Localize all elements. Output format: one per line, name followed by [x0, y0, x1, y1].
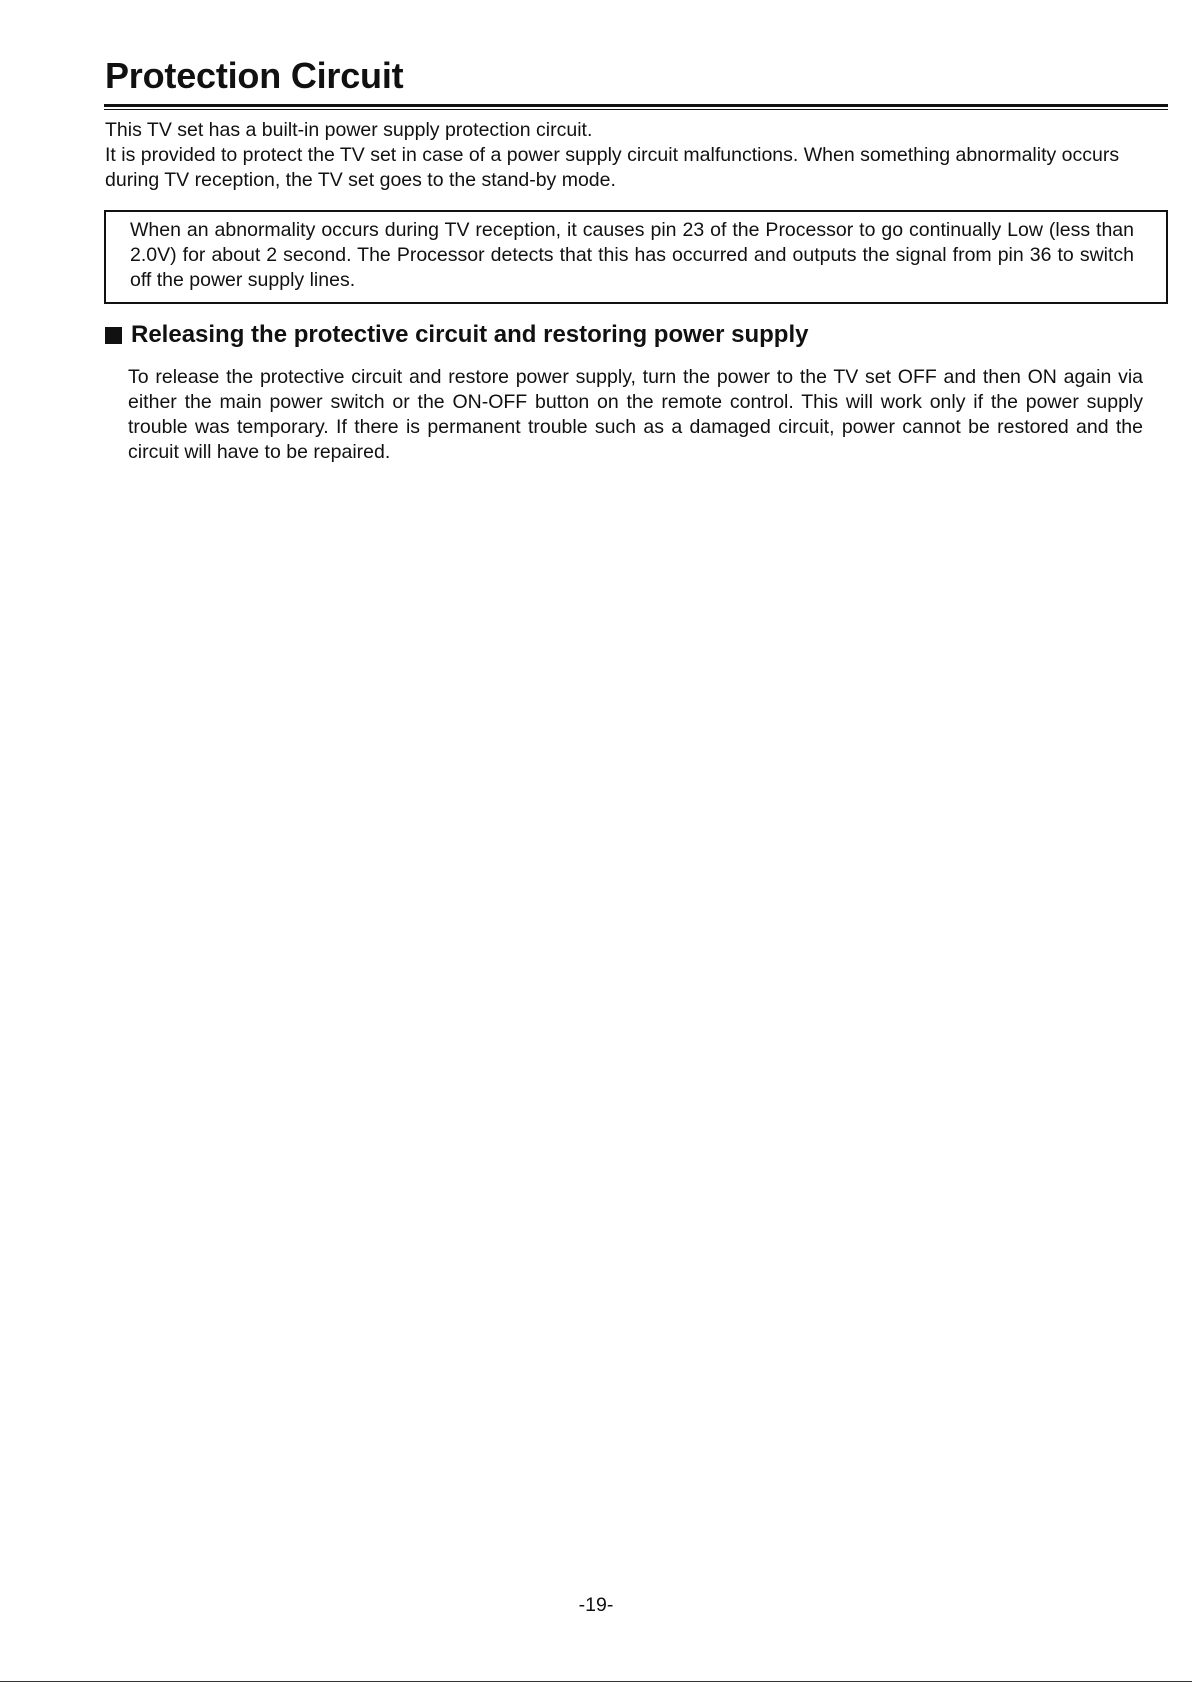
- title-divider: [104, 104, 1168, 110]
- page-number: -19-: [578, 1594, 614, 1616]
- intro-text: [105, 118, 1167, 193]
- section-body: To release the protective circuit and restore power supply, turn the power to the TV set OFF and then ON again via either the main power switch or the ON-OFF button on the remote control. This will work only if the power supply trouble was temporary. If there is permanent trouble such as a damaged circuit, power cannot be restored and the circuit will have to be repaired.: [128, 366, 1143, 463]
- black-square-icon: [105, 327, 122, 344]
- bottom-divider: [0, 1681, 1192, 1682]
- note-box: When an abnormality occurs during TV reception, it causes pin 23 of the Processor to go continually Low (less than 2.0V) for about 2 second. The Processor detects that this has occurred and outputs the signal from pin 36 to switch off the power supply lines.: [104, 210, 1168, 304]
- section-heading: [105, 318, 808, 352]
- intro-paragraph: This TV set has a built-in power supply protection circuit.: [105, 119, 593, 141]
- section-heading-text: Releasing the protective circuit and restoring power supply: [131, 321, 809, 348]
- page-title: Protection Circuit: [105, 55, 404, 96]
- intro-paragraph: It is provided to protect the TV set in case of a power supply circuit malfunctions. When something abnormality occurs during TV reception, the TV set goes to the stand-by mode.: [105, 144, 1120, 191]
